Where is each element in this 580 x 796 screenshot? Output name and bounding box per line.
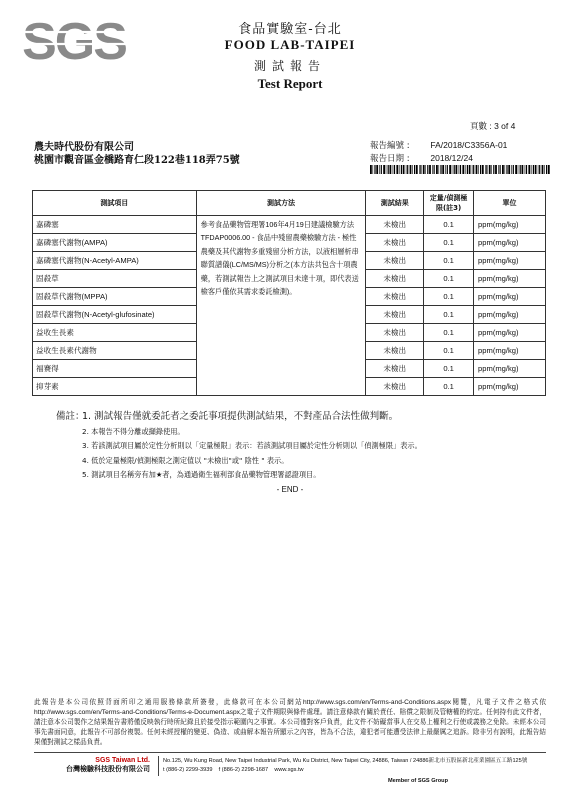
barcode-bar (403, 165, 405, 174)
barcode-bar (535, 165, 537, 174)
unit-cell: ppm(mg/kg) (474, 216, 546, 234)
report-date-label: 報告日期 : (370, 154, 410, 164)
company-name-zh: 台灣檢驗科技股份有限公司 (66, 766, 150, 773)
report-date (370, 152, 473, 164)
limit-cell: 0.1 (424, 234, 474, 252)
header-limit: 定量/偵測極限(註3) (424, 191, 474, 216)
barcode-bar (436, 165, 438, 174)
test-result-cell: 未檢出 (366, 342, 424, 360)
barcode-bar (373, 165, 374, 174)
note-text: 3. 若該測試項目屬於定性分析則以「定量極限」表示：若該測試項目屬於定性分析則以「偵測極限」表示。 (82, 441, 422, 450)
barcode-bar (423, 165, 425, 174)
barcode-bar (425, 165, 426, 174)
disclaimer: 此報告是本公司依照背面所印之通用服務條款所簽發，此條款可在本公司網站http://www.sgs.com/en/Terms-and-Conditions.aspx閱覽，凡電子文件之格式依http://www.sgs.com/en/Terms-and-Conditions/Terms-e-Document.aspx之電子文件期限與條件處理。請注意條款有關於責任、賠償之限制及管轄權的約定。任何持有此文件者，請注意本公司製作之結果報告書將僅反映執行時所紀錄且於接受指示範圍內之事實。本公司僅對客戶負責，此文件不妨礙當事人在交易上權利之行使或義務之免除。未經本公司事先書面同意，此報告不可部份複製。任何未經授權的變更、偽造、或曲解本報告所顯示之內容，皆為不合法，違犯者可能遭受法律上最嚴厲之追訴。除非另有說明，此報告結果僅對測試之樣品負責。 (34, 699, 546, 746)
limit-cell: 0.1 (424, 270, 474, 288)
footer-separator (158, 756, 159, 776)
barcode-bar (548, 165, 550, 174)
barcode-bar (442, 165, 444, 174)
report-date-value: 2018/12/24 (430, 153, 473, 163)
company-name-en: SGS Taiwan Ltd. (95, 757, 150, 764)
barcode-bar (522, 165, 524, 174)
barcode-bar (414, 165, 415, 174)
barcode-bar (390, 165, 392, 174)
test-result-cell: 未檢出 (366, 234, 424, 252)
header-unit: 單位 (474, 191, 546, 216)
barcode-bar (526, 165, 527, 174)
barcode-bar (476, 165, 478, 174)
barcode-bar (478, 165, 479, 174)
barcode-bar (546, 165, 547, 174)
test-result-cell: 未檢出 (366, 378, 424, 396)
barcode-bar (498, 165, 499, 174)
barcode-bar (401, 165, 402, 174)
test-item-cell: 益收生長素代謝物 (33, 342, 197, 360)
page-number: 頁數 : 3 of 4 (470, 121, 516, 131)
barcode-bar (419, 165, 420, 174)
header-test-result: 測試結果 (366, 191, 424, 216)
unit-cell: ppm(mg/kg) (474, 252, 546, 270)
barcode-bar (370, 165, 372, 174)
test-result-cell: 未檢出 (366, 270, 424, 288)
barcode-bar (505, 165, 506, 174)
barcode-bar (379, 165, 380, 174)
note-3 (56, 439, 546, 454)
barcode-bar (460, 165, 461, 174)
header-test-method: 測試方法 (196, 191, 366, 216)
barcode-bar (544, 165, 545, 174)
barcode-bar (486, 165, 487, 174)
barcode-bar (394, 165, 395, 174)
barcode-bar (500, 165, 501, 174)
barcode-bar (381, 165, 382, 174)
note-5 (56, 468, 546, 483)
report-number (370, 139, 507, 151)
barcode-bar (432, 165, 433, 174)
table-row (33, 216, 546, 234)
barcode-bar (533, 165, 534, 174)
unit-cell: ppm(mg/kg) (474, 324, 546, 342)
test-item-cell: 益收生長素 (33, 324, 197, 342)
barcode-bar (374, 165, 375, 174)
report-title-en: Test Report (257, 76, 323, 91)
barcode-bar (393, 165, 394, 174)
barcode-bar (502, 165, 504, 174)
client-address: 桃園市觀音區金橋路育仁段122巷118弄75號 (34, 155, 240, 166)
limit-cell: 0.1 (424, 360, 474, 378)
limit-cell: 0.1 (424, 306, 474, 324)
barcode-bar (386, 165, 387, 174)
unit-cell: ppm(mg/kg) (474, 378, 546, 396)
barcode-bar (473, 165, 474, 174)
barcode-bar (420, 165, 421, 174)
barcode-bar (520, 165, 521, 174)
barcode-bar (376, 165, 378, 174)
limit-cell: 0.1 (424, 378, 474, 396)
table-header-row (33, 191, 546, 216)
limit-cell: 0.1 (424, 288, 474, 306)
note-2 (56, 425, 546, 440)
test-item-cell: 嘉磷塞代謝物(N-Acetyl-AMPA) (33, 252, 197, 270)
barcode-bar (495, 165, 497, 174)
test-item-cell: 固殺草 (33, 270, 197, 288)
barcode-icon (370, 165, 550, 174)
note-4 (56, 454, 546, 469)
barcode-bar (445, 165, 446, 174)
barcode-bar (525, 165, 526, 174)
barcode-bar (454, 165, 455, 174)
unit-cell: ppm(mg/kg) (474, 342, 546, 360)
barcode-bar (440, 165, 441, 174)
limit-cell: 0.1 (424, 324, 474, 342)
test-result-cell: 未檢出 (366, 360, 424, 378)
report-title-zh: 測試報告 (253, 59, 326, 73)
lab-title-en: FOOD LAB-TAIPEI (224, 37, 356, 52)
barcode-bar (459, 165, 460, 174)
test-item-cell: 嘉磷塞 (33, 216, 197, 234)
barcode-bar (447, 165, 448, 174)
barcode-bar (518, 165, 519, 174)
barcode-bar (491, 165, 492, 174)
barcode-bar (485, 165, 486, 174)
barcode-bar (396, 165, 398, 174)
barcode-bar (538, 165, 539, 174)
test-result-cell: 未檢出 (366, 288, 424, 306)
unit-cell: ppm(mg/kg) (474, 234, 546, 252)
barcode-bar (407, 165, 408, 174)
barcode-bar (434, 165, 435, 174)
footer-tel: t (886-2) 2299-3939 (163, 767, 213, 773)
sgs-logo (22, 14, 126, 66)
barcode-bar (427, 165, 428, 174)
barcode-bar (462, 165, 464, 174)
barcode-bar (508, 165, 510, 174)
barcode-bar (429, 165, 431, 174)
barcode-bar (467, 165, 468, 174)
barcode-bar (528, 165, 530, 174)
footer-member: Member of SGS Group (388, 778, 448, 784)
unit-cell: ppm(mg/kg) (474, 360, 546, 378)
test-item-cell: 嘉磷塞代謝物(AMPA) (33, 234, 197, 252)
barcode-bar (469, 165, 471, 174)
results-table (32, 190, 546, 396)
notes (56, 410, 546, 483)
barcode-bar (416, 165, 418, 174)
note-text: 4. 低於定量極限/偵測極限之測定值以 "未檢出"或" 陰性 " 表示。 (82, 455, 289, 465)
barcode-bar (489, 165, 491, 174)
barcode-bar (539, 165, 540, 174)
barcode-bar (456, 165, 458, 174)
end-marker: - END - (276, 485, 304, 494)
barcode-bar (493, 165, 494, 174)
barcode-bar (472, 165, 473, 174)
note-text: 1. 測試報告僅就委託者之委託事項提供測試結果，不對產品合法性做判斷。 (82, 411, 399, 422)
barcode-bar (506, 165, 507, 174)
address-en: No.125, Wu Kung Road, New Taipei Industrial Park, Wu Ku District, New Taipei City, 24886, Taiwan (163, 758, 409, 764)
limit-cell: 0.1 (424, 216, 474, 234)
footer-company (50, 757, 150, 774)
barcode-bar (412, 165, 413, 174)
limit-cell: 0.1 (424, 342, 474, 360)
barcode-bar (480, 165, 481, 174)
footer-address: No.125, Wu Kung Road, New Taipei Industrial Park, Wu Ku District, New Taipei City, 24886, Taiwan / 24886新北市五股區新北產業園區五工路125號 t (886-2) 2299-3939 f (886-2) 2298-1687 www.sgs.tw (163, 758, 528, 773)
test-result-cell: 未檢出 (366, 216, 424, 234)
barcode-bar (383, 165, 385, 174)
footer-divider (34, 752, 546, 753)
note-text: 5. 測試項目名稱旁有加★者，為通過衛生福利部食品藥物管理署認證項目。 (82, 470, 321, 479)
report-number-label: 報告編號 : (370, 141, 410, 151)
barcode-bar (513, 165, 514, 174)
footer-web: www.sgs.tw (274, 767, 304, 773)
test-result-cell: 未檢出 (366, 306, 424, 324)
barcode-bar (542, 165, 544, 174)
footer-fax: f (886-2) 2298-1687 (218, 767, 269, 773)
header-test-item: 測試項目 (33, 191, 197, 216)
note-1 (56, 410, 546, 425)
client-name: 農夫時代股份有限公司 (34, 142, 134, 153)
barcode-bar (511, 165, 512, 174)
test-item-cell: 固殺草代謝物(MPPA) (33, 288, 197, 306)
unit-cell: ppm(mg/kg) (474, 306, 546, 324)
barcode-bar (410, 165, 412, 174)
barcode-bar (406, 165, 407, 174)
unit-cell: ppm(mg/kg) (474, 288, 546, 306)
test-item-cell: 固殺草代謝物(N-Acetyl-glufosinate) (33, 306, 197, 324)
barcode-bar (482, 165, 484, 174)
barcode-bar (388, 165, 389, 174)
lab-title-zh: 食品實驗室-台北 (238, 22, 342, 37)
limit-cell: 0.1 (424, 252, 474, 270)
address-zh: 24886新北市五股區新北產業園區五工路125號 (412, 758, 528, 764)
note-text: 2. 本報告不得分離或擷錄使用。 (82, 426, 185, 436)
unit-cell: ppm(mg/kg) (474, 270, 546, 288)
barcode-bar (465, 165, 466, 174)
test-result-cell: 未檢出 (366, 324, 424, 342)
barcode-bar (449, 165, 451, 174)
report-number-value: FA/2018/C3356A-01 (430, 140, 508, 150)
test-method-cell: 參考食品藥物管理署106年4月19日建議檢驗方法TFDAP0006.00 - 食品中殘留農藥檢驗方法 - 極性農藥及其代謝物多重殘留分析方法，以液相層析串聯質譜儀(LC/MS/MS)分析之(本方法共包含十項農藥，若測試報告上之測試項目未達十項，即代表送檢客戶僅依其需求委託檢測)。 (196, 216, 366, 396)
barcode-bar (531, 165, 532, 174)
test-item-cell: 抑芽素 (33, 378, 197, 396)
barcode-bar (515, 165, 517, 174)
barcode-bar (399, 165, 400, 174)
test-result-cell: 未檢出 (366, 252, 424, 270)
sgs-logo-text: SGS (22, 14, 126, 66)
barcode-bar (439, 165, 440, 174)
barcode-bar (452, 165, 453, 174)
notes-prefix: 備註： (56, 411, 85, 422)
test-item-cell: 福賽得 (33, 360, 197, 378)
